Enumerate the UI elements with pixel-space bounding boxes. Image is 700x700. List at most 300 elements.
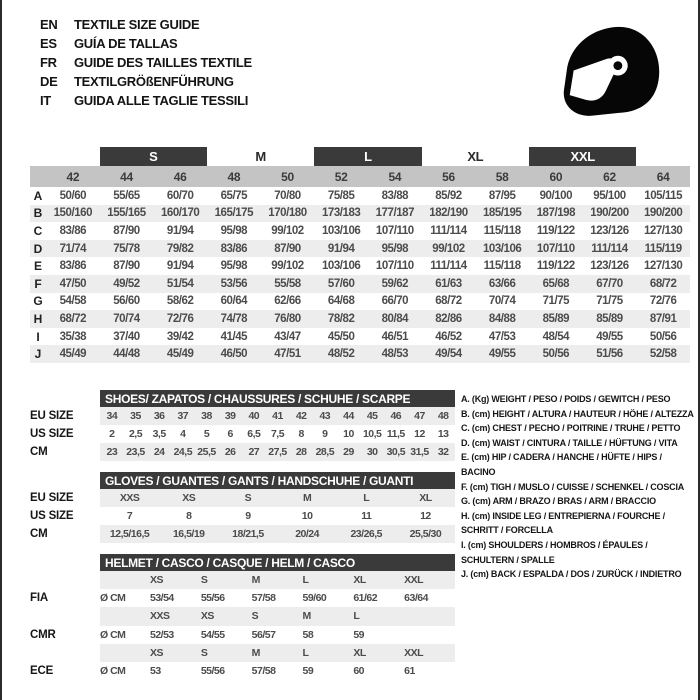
size-cell: 65/75 bbox=[220, 189, 248, 202]
size-cell: 66/70 bbox=[381, 295, 409, 308]
size-cell: 35/38 bbox=[59, 330, 87, 343]
size-cell: 83/88 bbox=[381, 189, 409, 202]
row-label: H bbox=[33, 311, 43, 326]
page-border-left bbox=[0, 0, 2, 700]
language-header bbox=[40, 15, 252, 110]
size-cell: 57/58 bbox=[251, 592, 276, 605]
size-cell: 43 bbox=[319, 410, 331, 422]
size-cell: 64/68 bbox=[327, 295, 355, 308]
size-cell: 31,5 bbox=[410, 446, 429, 458]
helmet-size-label: XS bbox=[200, 610, 214, 623]
helmet-size-label: S bbox=[251, 610, 259, 623]
size-cell: 44/48 bbox=[113, 348, 140, 361]
row-values bbox=[100, 443, 455, 461]
size-cell: 75/78 bbox=[113, 242, 140, 255]
language-line bbox=[40, 72, 252, 91]
size-cell: 35 bbox=[130, 410, 141, 422]
row-values bbox=[100, 662, 455, 680]
size-group-label: M bbox=[255, 149, 266, 164]
size-cell: 160/170 bbox=[160, 207, 200, 220]
size-cell: 83/86 bbox=[59, 260, 87, 273]
language-line bbox=[40, 34, 252, 53]
size-cell: 82/86 bbox=[435, 312, 462, 325]
size-cell: 8 bbox=[298, 428, 304, 440]
table-title: HELMET / CASCO / CASQUE / HELM / CASCO bbox=[100, 554, 455, 571]
size-cell: 165/175 bbox=[214, 207, 254, 220]
size-group-label: XXL bbox=[529, 147, 636, 166]
spacer bbox=[30, 607, 100, 625]
size-cell: 48/53 bbox=[381, 348, 409, 361]
homologation-label: ECE bbox=[30, 665, 54, 678]
language-code: ES bbox=[40, 36, 57, 51]
size-cell: 56/60 bbox=[113, 295, 140, 308]
row-values bbox=[100, 589, 455, 607]
size-cell: 107/110 bbox=[375, 260, 414, 273]
helmet-size-label: M bbox=[251, 646, 260, 659]
size-cell: 99/102 bbox=[271, 224, 304, 237]
size-cell: 85/89 bbox=[542, 312, 570, 325]
size-cell: 2,5 bbox=[128, 428, 143, 440]
size-cell: 72/76 bbox=[649, 295, 677, 308]
gloves-size-table bbox=[30, 472, 455, 543]
size-cell: 36 bbox=[153, 410, 165, 422]
size-cell: 105/115 bbox=[644, 189, 683, 202]
row-label: F bbox=[34, 276, 42, 291]
size-cell: 53 bbox=[150, 665, 161, 678]
homologation-label: CMR bbox=[30, 628, 56, 641]
helmet-size-label: XXL bbox=[404, 646, 424, 659]
helmet-size-label: L bbox=[302, 646, 309, 659]
size-cell: 25,5 bbox=[197, 446, 216, 458]
size-cell: 83/86 bbox=[59, 224, 87, 237]
helmet-size-label: L bbox=[302, 574, 309, 587]
size-cell: 95/98 bbox=[220, 260, 248, 273]
row-label: CM bbox=[30, 446, 48, 458]
legend-item: G. (cm) ARM / BRAZO / BRAS / ARM / BRACCIO bbox=[461, 496, 656, 507]
size-cell: L bbox=[363, 492, 370, 504]
helmet-size-label: M bbox=[251, 574, 260, 587]
size-cell: 9 bbox=[245, 510, 251, 522]
size-cell: 70/80 bbox=[274, 189, 301, 202]
size-cell: 47 bbox=[414, 410, 425, 422]
size-cell: 59 bbox=[353, 628, 365, 641]
size-cell: 78/82 bbox=[327, 312, 355, 325]
table-row bbox=[30, 187, 690, 205]
helmet-size-label: XXS bbox=[150, 610, 170, 623]
size-cell: 95/98 bbox=[220, 224, 248, 237]
table-row bbox=[30, 310, 690, 328]
helmet-size-label: S bbox=[200, 574, 208, 587]
size-cell: 38 bbox=[201, 410, 212, 422]
size-cell: 65/68 bbox=[542, 277, 570, 290]
size-cell: S bbox=[244, 492, 252, 504]
size-cell: 123/126 bbox=[590, 260, 629, 273]
size-cell: 3,5 bbox=[152, 428, 166, 440]
helmet-value-row bbox=[30, 589, 455, 607]
column-header: 46 bbox=[173, 169, 187, 184]
size-cell: 28,5 bbox=[315, 446, 335, 458]
size-cell: 87/95 bbox=[488, 189, 516, 202]
size-cell: 119/122 bbox=[536, 260, 575, 273]
column-header: 56 bbox=[442, 169, 455, 184]
size-cell: 12 bbox=[414, 428, 425, 440]
row-label: C bbox=[33, 223, 43, 238]
size-cell: 127/130 bbox=[643, 260, 683, 273]
size-cell: 51/54 bbox=[166, 277, 194, 290]
size-cell: 61 bbox=[404, 665, 415, 678]
legend-item: H. (cm) INSIDE LEG / ENTREPIERNA / FOURCHE / SCHRITT / FORCELLA bbox=[461, 510, 665, 536]
helmet-size-label: XL bbox=[353, 646, 366, 659]
size-cell: 53/56 bbox=[220, 277, 248, 290]
size-cell: 45/50 bbox=[327, 330, 355, 343]
size-cell: 49/54 bbox=[435, 348, 462, 361]
size-cell: 79/82 bbox=[166, 242, 194, 255]
spacer bbox=[30, 390, 100, 407]
helmet-size-label: M bbox=[302, 610, 311, 623]
row-label: G bbox=[33, 294, 43, 309]
column-header: 54 bbox=[388, 169, 402, 184]
size-cell: 63/64 bbox=[404, 592, 428, 605]
table-row bbox=[30, 275, 690, 293]
size-group-label: S bbox=[100, 147, 207, 166]
helmet-size-label: XS bbox=[150, 574, 164, 587]
table-title: GLOVES / GUANTES / GANTS / HANDSCHUHE / GUANTI bbox=[100, 472, 455, 489]
legend-item: C. (cm) CHEST / PECHO / POITRINE / TRUHE / PETTO bbox=[461, 423, 681, 434]
row-label: D bbox=[33, 241, 43, 256]
table-row bbox=[30, 257, 690, 275]
table-row bbox=[30, 222, 690, 240]
table-row bbox=[30, 507, 455, 525]
table-row bbox=[30, 240, 690, 258]
table-row bbox=[30, 328, 690, 346]
size-cell: 95/98 bbox=[381, 242, 409, 255]
table-row bbox=[30, 525, 455, 543]
size-cell: 46/52 bbox=[435, 330, 462, 343]
size-cell: 70/74 bbox=[113, 312, 140, 325]
size-cell: 46/51 bbox=[381, 330, 409, 343]
table-row bbox=[30, 425, 455, 443]
size-cell: 52/58 bbox=[649, 348, 677, 361]
size-cell: 34 bbox=[106, 410, 118, 422]
size-cell: 62/66 bbox=[274, 295, 301, 308]
size-cell: 74/78 bbox=[220, 312, 248, 325]
size-cell: 155/165 bbox=[107, 207, 146, 220]
size-cell: 173/183 bbox=[321, 207, 361, 220]
size-cell: 6 bbox=[227, 428, 233, 440]
language-line bbox=[40, 53, 252, 72]
row-label: J bbox=[34, 347, 42, 362]
row-label: CM bbox=[30, 528, 48, 540]
size-cell: 42 bbox=[295, 410, 307, 422]
unit-label: Ø CM bbox=[100, 592, 126, 605]
size-cell: 50/60 bbox=[59, 189, 87, 202]
row-values bbox=[100, 626, 455, 644]
size-cell: XL bbox=[419, 492, 432, 504]
size-cell: 56/57 bbox=[251, 628, 276, 641]
row-label: A bbox=[33, 188, 43, 203]
legend-item: B. (cm) HEIGHT / ALTURA / HAUTEUR / HÖHE / ALTEZZA bbox=[461, 408, 694, 419]
size-cell: 32 bbox=[437, 446, 449, 458]
legend-item: J. (cm) BACK / ESPALDA / DOS / ZURÜCK / INDIETRO bbox=[461, 569, 682, 580]
size-group-label: L bbox=[314, 147, 421, 166]
size-cell: 60 bbox=[353, 665, 365, 678]
size-cell: 45/49 bbox=[59, 348, 87, 361]
size-cell: 68/72 bbox=[59, 312, 87, 325]
size-cell: 67/70 bbox=[596, 277, 623, 290]
size-group-label: XL bbox=[467, 149, 484, 164]
size-cell: 103/106 bbox=[321, 224, 361, 237]
language-line bbox=[40, 15, 252, 34]
table-title: SHOES/ ZAPATOS / CHAUSSURES / SCHUHE / SCARPE bbox=[100, 390, 455, 407]
size-cell: 52/53 bbox=[150, 628, 174, 641]
size-cell: 87/90 bbox=[274, 242, 301, 255]
size-cell: 47/51 bbox=[274, 348, 301, 361]
size-cell: 39/42 bbox=[166, 330, 194, 343]
size-cell: 91/94 bbox=[166, 224, 194, 237]
size-cell: 49/55 bbox=[596, 330, 623, 343]
size-cell: 12 bbox=[420, 510, 431, 522]
size-cell: 24 bbox=[153, 446, 165, 458]
garment-size-table bbox=[30, 147, 690, 363]
size-cell: 190/200 bbox=[590, 207, 629, 220]
size-cell: 4 bbox=[180, 428, 186, 440]
size-cell: 25,5/30 bbox=[409, 528, 442, 540]
row-values bbox=[100, 644, 455, 662]
size-cell: 61/63 bbox=[435, 277, 462, 290]
size-cell: 40 bbox=[248, 410, 260, 422]
size-cell: 45 bbox=[366, 410, 378, 422]
helmet-value-row bbox=[30, 626, 455, 644]
size-cell: 10,5 bbox=[362, 428, 382, 440]
size-cell: 27 bbox=[248, 446, 260, 458]
size-cell: 87/90 bbox=[113, 224, 140, 237]
racing-helmet-icon bbox=[552, 22, 670, 126]
table-header-row bbox=[30, 472, 455, 489]
size-cell: 103/106 bbox=[321, 260, 361, 273]
row-values bbox=[100, 425, 455, 443]
size-cell: 111/114 bbox=[430, 260, 467, 273]
size-cell: 20/24 bbox=[295, 528, 319, 540]
size-cell: XXS bbox=[119, 492, 140, 504]
size-cell: 59/62 bbox=[381, 277, 409, 290]
language-code: DE bbox=[40, 74, 58, 89]
size-cell: 23,5 bbox=[126, 446, 145, 458]
size-cell: 115/119 bbox=[644, 242, 682, 255]
size-cell: 75/85 bbox=[327, 189, 355, 202]
size-cell: 39 bbox=[224, 410, 236, 422]
row-label: EU SIZE bbox=[30, 410, 74, 422]
column-header: 44 bbox=[120, 169, 133, 184]
unit-label: Ø CM bbox=[100, 628, 126, 641]
size-cell: 57/58 bbox=[251, 665, 276, 678]
size-cell: 6,5 bbox=[247, 428, 261, 440]
size-cell: 16,5/19 bbox=[172, 528, 205, 540]
size-cell: 84/88 bbox=[488, 312, 516, 325]
size-cell: 41/45 bbox=[220, 330, 248, 343]
size-cell: 50/56 bbox=[649, 330, 677, 343]
helmet-size-header-row bbox=[30, 571, 455, 589]
table-row bbox=[30, 293, 690, 311]
size-cell: 71/75 bbox=[542, 295, 570, 308]
measurement-legend bbox=[461, 392, 698, 582]
language-title: TEXTILE SIZE GUIDE bbox=[74, 17, 200, 32]
language-title: TEXTILGRÖßENFÜHRUNG bbox=[74, 74, 234, 89]
size-cell: 71/74 bbox=[59, 242, 87, 255]
size-cell: 9 bbox=[322, 428, 328, 440]
helmet-value-row bbox=[30, 662, 455, 680]
size-cell: 45/49 bbox=[166, 348, 194, 361]
size-cell: 68/72 bbox=[649, 277, 677, 290]
spacer bbox=[30, 644, 100, 662]
size-cell: 61/62 bbox=[353, 592, 378, 605]
size-cell: 5 bbox=[203, 428, 210, 440]
size-cell: 10 bbox=[343, 428, 354, 440]
size-cell: 115/118 bbox=[483, 224, 521, 237]
language-code: EN bbox=[40, 17, 58, 32]
size-cell: 23/26,5 bbox=[350, 528, 383, 540]
size-cell: 37/40 bbox=[113, 330, 140, 343]
table-header-row bbox=[30, 554, 455, 571]
row-label: I bbox=[36, 329, 40, 344]
size-cell: 44 bbox=[343, 410, 354, 422]
size-cell: 99/102 bbox=[432, 242, 465, 255]
size-cell: 70/74 bbox=[488, 295, 516, 308]
table-row bbox=[30, 443, 455, 461]
column-header: 62 bbox=[603, 169, 616, 184]
row-values bbox=[100, 525, 455, 543]
helmet-size-header-row bbox=[30, 607, 455, 625]
size-cell: 54/55 bbox=[200, 628, 225, 641]
size-cell: 90/100 bbox=[539, 189, 573, 202]
size-cell: 26 bbox=[224, 446, 236, 458]
size-cell: 57/60 bbox=[327, 277, 355, 290]
table-row bbox=[30, 205, 690, 223]
column-header: 48 bbox=[227, 169, 241, 184]
size-cell: M bbox=[302, 492, 312, 504]
table-row bbox=[30, 345, 690, 363]
size-cell: 13 bbox=[437, 428, 449, 440]
size-cell: 51/56 bbox=[596, 348, 623, 361]
language-code: IT bbox=[40, 93, 51, 108]
size-cell: 115/118 bbox=[483, 260, 521, 273]
size-cell: 55/58 bbox=[274, 277, 301, 290]
size-cell: 170/180 bbox=[268, 207, 307, 220]
size-cell: 48/54 bbox=[542, 330, 570, 343]
row-values bbox=[100, 407, 455, 425]
size-cell: 190/200 bbox=[643, 207, 683, 220]
size-cell: 119/122 bbox=[536, 224, 575, 237]
row-label: US SIZE bbox=[30, 428, 74, 440]
size-cell: 30 bbox=[366, 446, 378, 458]
legend-item: D. (cm) WAIST / CINTURA / TAILLE / HÜFTUNG / VITA bbox=[461, 437, 678, 448]
size-cell: 7,5 bbox=[270, 428, 285, 440]
helmet-size-label: XL bbox=[353, 574, 366, 587]
size-cell: 182/190 bbox=[429, 207, 468, 220]
size-cell: 43/47 bbox=[274, 330, 301, 343]
size-cell: 50/56 bbox=[542, 348, 570, 361]
size-cell: 185/195 bbox=[482, 207, 522, 220]
size-cell: 30,5 bbox=[386, 446, 406, 458]
legend-item: A. (Kg) WEIGHT / PESO / POIDS / GEWITCH / PESO bbox=[461, 394, 671, 404]
size-cell: 49/55 bbox=[488, 348, 516, 361]
size-cell: 71/75 bbox=[596, 295, 623, 308]
column-header: 42 bbox=[66, 169, 80, 184]
size-cell: 54/58 bbox=[59, 295, 87, 308]
size-cell: 91/94 bbox=[166, 260, 194, 273]
helmet-size-header-row bbox=[30, 644, 455, 662]
size-cell: 7 bbox=[126, 510, 133, 522]
size-cell: 68/72 bbox=[435, 295, 462, 308]
size-cell: 8 bbox=[186, 510, 192, 522]
helmet-size-label: XS bbox=[150, 646, 164, 659]
column-header: 64 bbox=[656, 169, 670, 184]
size-cell: 53/54 bbox=[150, 592, 174, 605]
size-cell: 87/90 bbox=[113, 260, 140, 273]
language-title: GUIDE DES TAILLES TEXTILE bbox=[74, 55, 252, 70]
size-cell: 80/84 bbox=[381, 312, 409, 325]
size-cell: 12,5/16,5 bbox=[109, 528, 150, 540]
size-cell: 107/110 bbox=[536, 242, 575, 255]
spacer bbox=[30, 554, 100, 571]
homologation-label: FIA bbox=[30, 592, 48, 605]
column-header-row bbox=[30, 166, 690, 187]
size-cell: 47/53 bbox=[488, 330, 516, 343]
size-cell: 11,5 bbox=[386, 428, 405, 440]
size-cell: 49/52 bbox=[113, 277, 140, 290]
size-cell: 87/91 bbox=[649, 312, 677, 325]
row-label: US SIZE bbox=[30, 510, 74, 522]
size-cell: 59 bbox=[302, 665, 314, 678]
size-cell: 85/92 bbox=[435, 189, 462, 202]
table-row bbox=[30, 407, 455, 425]
language-code: FR bbox=[40, 55, 57, 70]
row-label: EU SIZE bbox=[30, 492, 74, 504]
helmet-size-label: S bbox=[200, 646, 208, 659]
size-cell: 91/94 bbox=[327, 242, 355, 255]
size-cell: 76/80 bbox=[274, 312, 301, 325]
size-cell: 111/114 bbox=[591, 242, 628, 255]
row-values bbox=[100, 571, 455, 589]
size-cell: 177/187 bbox=[375, 207, 415, 220]
language-title: GUÍA DE TALLAS bbox=[74, 36, 178, 51]
helmet-size-label: L bbox=[353, 610, 360, 623]
size-cell: 55/56 bbox=[200, 592, 225, 605]
size-cell: 63/66 bbox=[488, 277, 516, 290]
size-cell: 55/65 bbox=[113, 189, 140, 202]
helmet-size-label: XXL bbox=[404, 574, 424, 587]
row-values bbox=[100, 489, 455, 507]
size-cell: 18/21,5 bbox=[232, 528, 264, 540]
size-cell: 48 bbox=[437, 410, 449, 422]
unit-label: Ø CM bbox=[100, 665, 126, 678]
legend-item: I. (cm) SHOULDERS / HOMBROS / ÉPAULES / SCHULTERN / SPALLE bbox=[461, 539, 648, 565]
size-cell: 2 bbox=[109, 428, 115, 440]
spacer bbox=[30, 571, 100, 589]
size-cell: 46 bbox=[390, 410, 402, 422]
size-cell: 107/110 bbox=[375, 224, 414, 237]
size-cell: 72/76 bbox=[166, 312, 194, 325]
size-cell: 29 bbox=[343, 446, 354, 458]
size-cell: 123/126 bbox=[590, 224, 629, 237]
size-cell: 103/106 bbox=[482, 242, 522, 255]
size-cell: 23 bbox=[106, 446, 118, 458]
lower-tables bbox=[30, 390, 455, 691]
size-cell: 111/114 bbox=[430, 224, 467, 237]
size-cell: 10 bbox=[301, 510, 313, 522]
size-cell: 83/86 bbox=[220, 242, 248, 255]
size-cell: 37 bbox=[177, 410, 189, 422]
row-label: E bbox=[33, 259, 42, 274]
